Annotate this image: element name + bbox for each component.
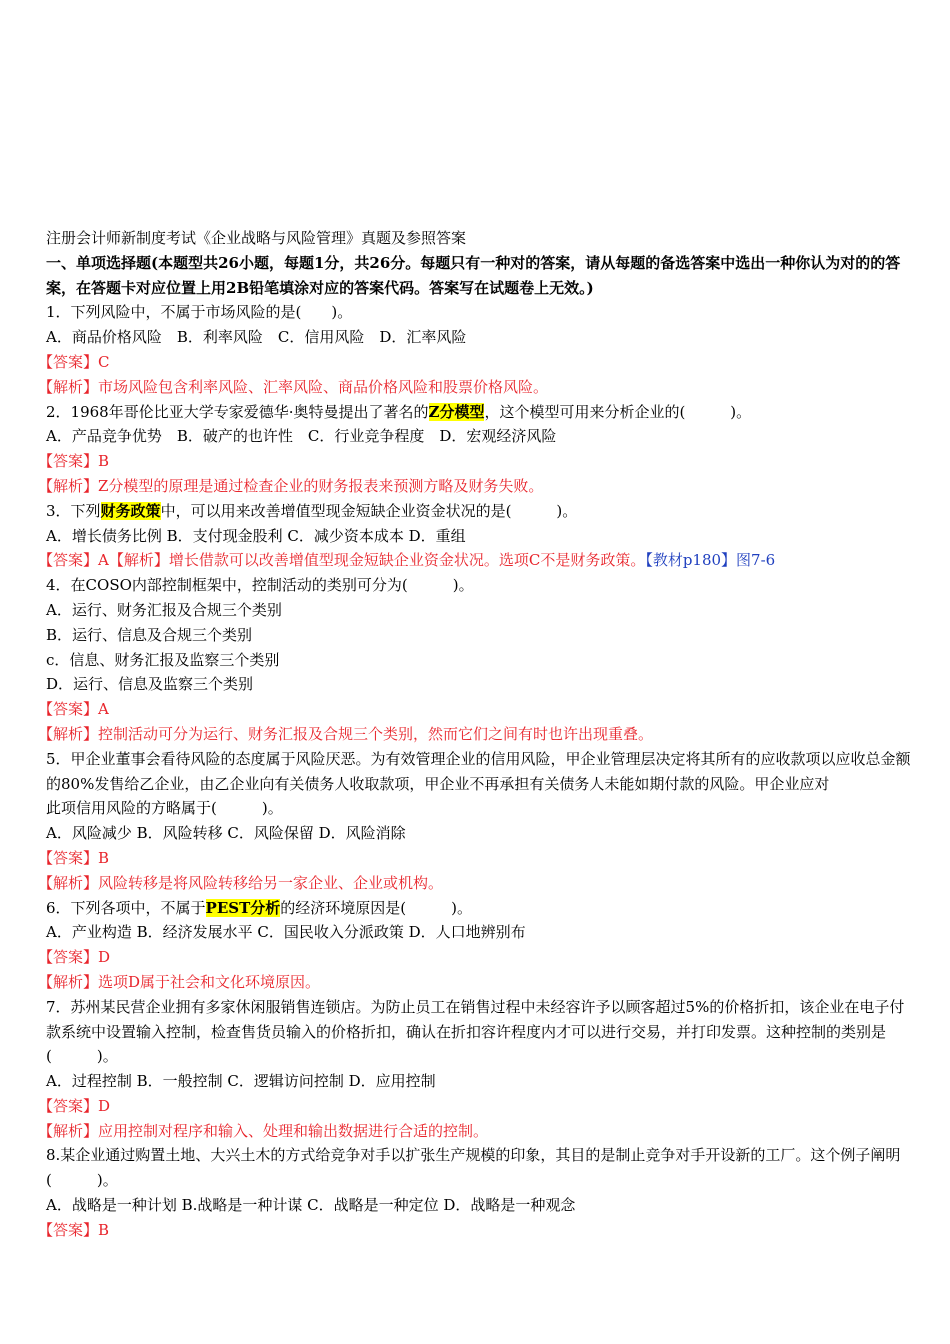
question-8: 8.某企业通过购置土地、大兴土木的方式给竞争对手以扩张生产规模的印象，其目的是制止竞争对手开设新的工厂。这个例子阐明( )。 — [46, 1146, 901, 1190]
question-4-option-c: c．信息、财务汇报及监察三个类别 — [46, 650, 280, 669]
highlight-z-score-model: Z分模型 — [428, 402, 485, 421]
question-1-analysis: 【解析】市场风险包含利率风险、汇率风险、商品价格风险和股票价格风险。 — [38, 377, 549, 396]
question-6-text-pre: 6．下列各项中，不属于 — [46, 898, 206, 917]
question-4-analysis: 【解析】控制活动可分为运行、财务汇报及合规三个类别，然而它们之间有时也许出现重叠。 — [38, 724, 654, 743]
question-3-answer-analysis: 【答案】A【解析】增长借款可以改善增值型现金短缺企业资金状况。选项C不是财务政策。 — [38, 551, 646, 570]
question-5: 5．甲企业董事会看待风险的态度属于风险厌恶。为有效管理企业的信用风险，甲企业管理层决定将其所有的应收款项以应收总金额的80%发售给乙企业，由乙企业向有关债务人收取款项，甲企业不再承担有关债务人未能如期付款的风险。甲企业应对 — [46, 749, 911, 793]
highlight-pest-analysis: PEST分析 — [205, 898, 281, 917]
question-8-options: A．战略是一种计划 B.战略是一种计谋 C．战略是一种定位 D．战略是一种观念 — [46, 1196, 576, 1215]
question-2-analysis: 【解析】Z分模型的原理是通过检查企业的财务报表来预测方略及财务失败。 — [38, 476, 544, 495]
question-4-option-a: A．运行、财务汇报及合规三个类别 — [46, 600, 282, 619]
question-6-options: A．产业构造 B．经济发展水平 C．国民收入分派政策 D．人口地辨别布 — [46, 923, 526, 942]
question-3-options: A．增长债务比例 B．支付现金股利 C．减少资本成本 D．重组 — [46, 526, 466, 545]
question-5-answer: 【答案】B — [38, 848, 110, 867]
question-3-text-pre: 3．下列 — [46, 501, 101, 520]
question-6 — [46, 896, 912, 921]
question-2-text-pre: 2．1968年哥伦比亚大学专家爱德华·奥特曼提出了著名的 — [46, 402, 429, 421]
section-heading: 一、单项选择题(本题型共26小题，每题1分，共26分。每题只有一种对的答案，请从每题的备选答案中选出一种你认为对的的答案，在答题卡对应位置上用2B铅笔填涂对应的答案代码。答案写在试题卷上无效。) — [46, 253, 901, 297]
question-7-options: A．过程控制 B．一般控制 C．逻辑访问控制 D．应用控制 — [46, 1072, 436, 1091]
question-5-analysis: 【解析】风险转移是将风险转移给另一家企业、企业或机构。 — [38, 873, 444, 892]
question-5-options: A．风险减少 B．风险转移 C．风险保留 D．风险消除 — [46, 824, 406, 843]
question-3 — [46, 499, 912, 524]
question-7: 7．苏州某民营企业拥有多家休闲服销售连锁店。为防止员工在销售过程中未经容许予以顾客超过5%的价格折扣，该企业在电子付款系统中设置输入控制，检查售货员输入的价格折扣，确认在折扣容许程度内才可以进行交易，并打印发票。这种控制的类别是( )。 — [46, 997, 905, 1066]
question-3-textbook-ref: 【教材p180】图7-6 — [645, 551, 776, 570]
question-4-option-d: D．运行、信息及监察三个类别 — [46, 675, 254, 694]
question-1-answer: 【答案】C — [38, 352, 110, 371]
question-2-options: A．产品竞争优势 B．破产的也许性 C．行业竞争程度 D．宏观经济风险 — [46, 427, 557, 446]
question-3-text-post: 中，可以用来改善增值型现金短缺企业资金状况的是( )。 — [160, 501, 578, 520]
question-5-continued: 此项信用风险的方略属于( )。 — [46, 799, 283, 818]
document-title: 注册会计师新制度考试《企业战略与风险管理》真题及参照答案 — [46, 229, 467, 247]
question-6-answer: 【答案】D — [38, 948, 111, 967]
question-2 — [46, 400, 912, 425]
question-7-analysis: 【解析】应用控制对程序和输入、处理和输出数据进行合适的控制。 — [38, 1121, 489, 1140]
question-4-option-b: B．运行、信息及合规三个类别 — [46, 625, 253, 644]
question-6-analysis: 【解析】选项D属于社会和文化环境原因。 — [38, 972, 321, 991]
question-6-text-post: 的经济环境原因是( )。 — [280, 898, 472, 917]
question-4-answer: 【答案】A — [38, 700, 109, 719]
question-7-answer: 【答案】D — [38, 1096, 111, 1115]
highlight-financial-policy: 财务政策 — [100, 501, 161, 520]
question-3-answer — [38, 548, 912, 573]
question-2-text-post: ，这个模型可用来分析企业的( )。 — [484, 402, 752, 421]
question-8-answer: 【答案】B — [38, 1220, 110, 1239]
question-2-answer: 【答案】B — [38, 452, 110, 471]
question-1: 1．下列风险中，不属于市场风险的是( )。 — [46, 303, 353, 322]
document-body — [38, 226, 912, 1243]
question-1-options: A．商品价格风险 B．利率风险 C．信用风险 D．汇率风险 — [46, 328, 467, 347]
question-4: 4．在COSO内部控制框架中，控制活动的类别可分为( )。 — [46, 576, 474, 595]
